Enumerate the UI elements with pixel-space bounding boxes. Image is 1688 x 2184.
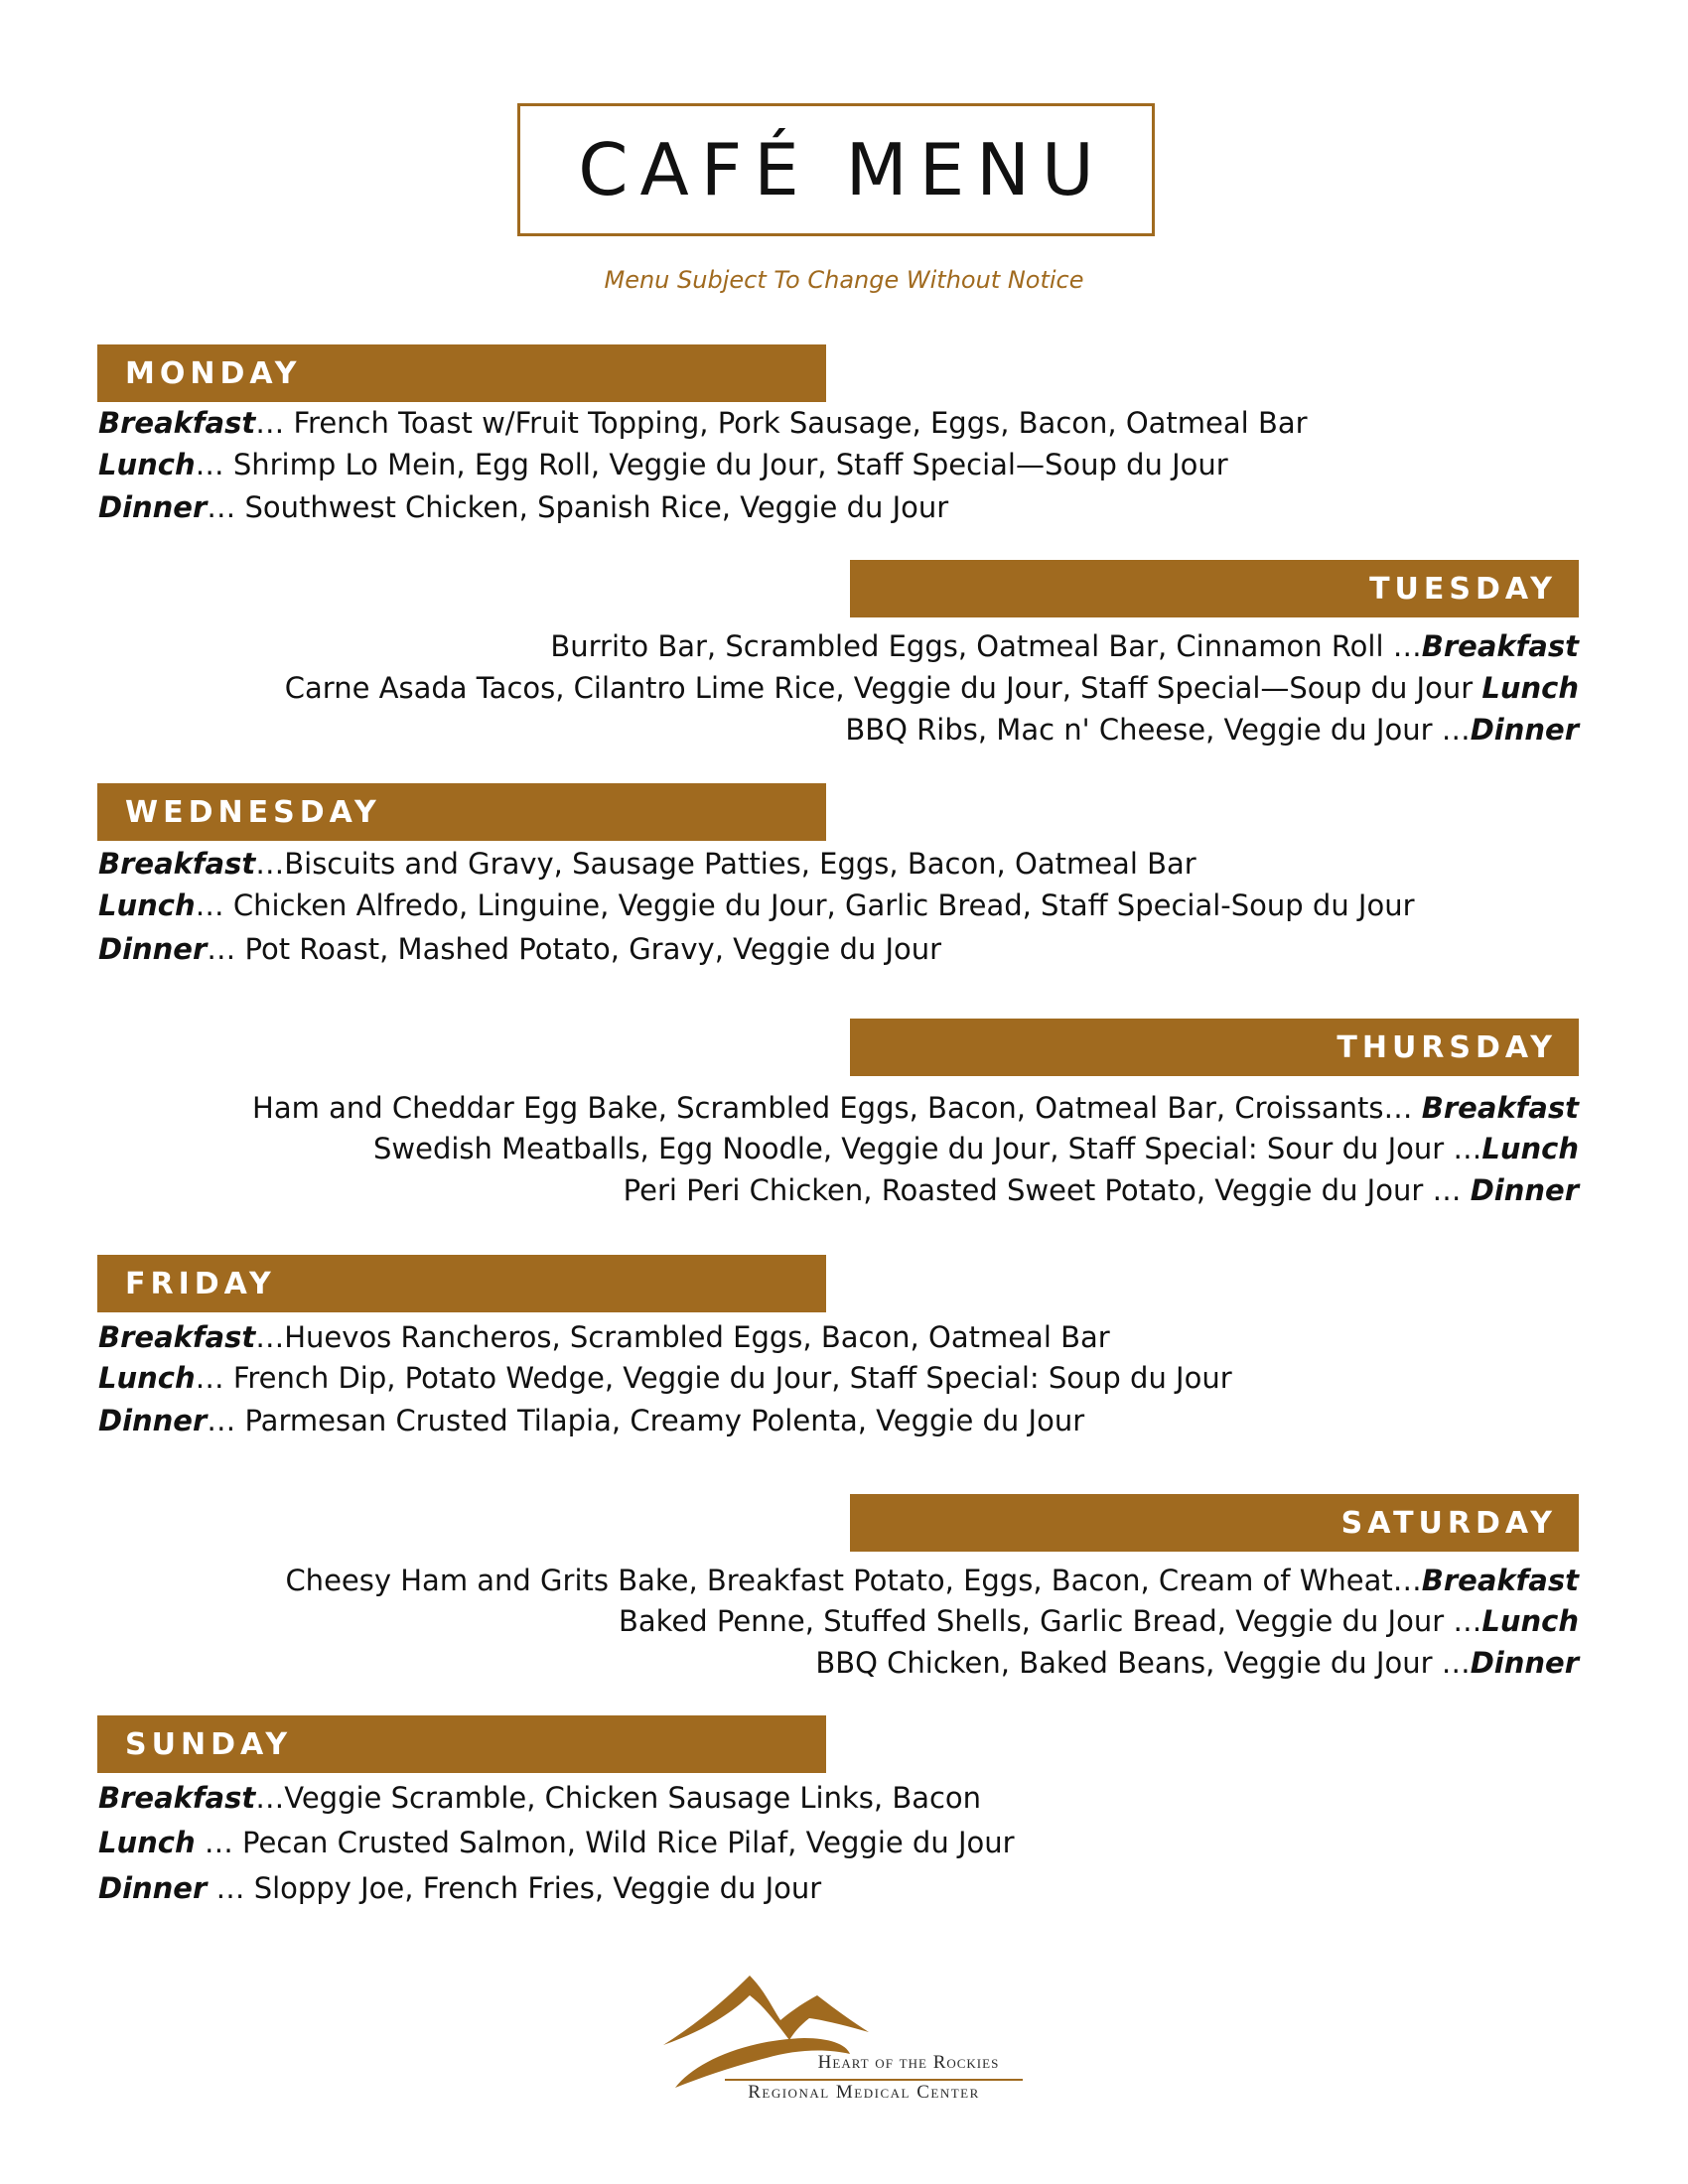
day-header-sunday: SUNDAY: [97, 1715, 826, 1773]
thursday-breakfast-line: [252, 1091, 1579, 1125]
meal-items: Swedish Meatballs, Egg Noodle, Veggie du Jour, Staff Special: Sour du Jour …: [373, 1132, 1482, 1165]
meal-items: …Huevos Rancheros, Scrambled Eggs, Bacon, Oatmeal Bar: [255, 1320, 1110, 1354]
meal-label-dinner: Dinner: [1470, 1646, 1579, 1680]
thursday-dinner-line: [624, 1173, 1579, 1207]
wednesday-breakfast-line: [98, 847, 1196, 881]
meal-items: Baked Penne, Stuffed Shells, Garlic Bread, Veggie du Jour …: [618, 1604, 1482, 1638]
meal-items: … Chicken Alfredo, Linguine, Veggie du Jour, Garlic Bread, Staff Special-Soup du Jour: [195, 888, 1415, 922]
logo-subtitle: Regional Medical Center: [748, 2082, 980, 2103]
meal-label-dinner: Dinner: [98, 1404, 208, 1437]
day-header-thursday: THURSDAY: [850, 1019, 1579, 1076]
meal-items: Ham and Cheddar Egg Bake, Scrambled Eggs, Bacon, Oatmeal Bar, Croissants…: [252, 1091, 1422, 1125]
logo-name: Heart of the Rockies: [817, 2052, 1000, 2073]
meal-label-lunch: Lunch: [1481, 1604, 1579, 1638]
meal-label-dinner: Dinner: [98, 932, 208, 966]
thursday-lunch-line: [373, 1132, 1579, 1165]
monday-dinner-line: [98, 490, 948, 524]
day-header-monday: MONDAY: [97, 344, 826, 402]
day-header-saturday: SATURDAY: [850, 1494, 1579, 1552]
meal-label-breakfast: Breakfast: [98, 1320, 256, 1354]
meal-label-dinner: Dinner: [98, 1871, 208, 1905]
tuesday-breakfast-line: [550, 629, 1579, 663]
meal-items: BBQ Chicken, Baked Beans, Veggie du Jour …: [815, 1646, 1471, 1680]
meal-label-dinner: Dinner: [1470, 1173, 1579, 1207]
meal-items: … French Toast w/Fruit Topping, Pork Sausage, Eggs, Bacon, Oatmeal Bar: [255, 406, 1308, 440]
meal-label-breakfast: Breakfast: [98, 406, 256, 440]
friday-breakfast-line: [98, 1320, 1110, 1354]
meal-label-lunch: Lunch: [98, 1826, 196, 1859]
meal-label-breakfast: Breakfast: [98, 847, 256, 881]
day-header-friday: FRIDAY: [97, 1255, 826, 1312]
meal-items: Carne Asada Tacos, Cilantro Lime Rice, Veggie du Jour, Staff Special—Soup du Jour: [284, 671, 1482, 705]
monday-breakfast-line: [98, 406, 1308, 440]
meal-items: … Shrimp Lo Mein, Egg Roll, Veggie du Jour, Staff Special—Soup du Jour: [195, 448, 1228, 481]
meal-items: Cheesy Ham and Grits Bake, Breakfast Potato, Eggs, Bacon, Cream of Wheat…: [285, 1564, 1422, 1597]
meal-items: … Pot Roast, Mashed Potato, Gravy, Veggie du Jour: [207, 932, 942, 966]
meal-label-dinner: Dinner: [1470, 713, 1579, 747]
meal-items: … Parmesan Crusted Tilapia, Creamy Polenta, Veggie du Jour: [207, 1404, 1085, 1437]
day-header-tuesday: TUESDAY: [850, 560, 1579, 617]
meal-label-lunch: Lunch: [1481, 1132, 1579, 1165]
meal-items: … Pecan Crusted Salmon, Wild Rice Pilaf, Veggie du Jour: [195, 1826, 1015, 1859]
saturday-lunch-line: [619, 1604, 1579, 1638]
saturday-dinner-line: [815, 1646, 1579, 1680]
friday-lunch-line: [98, 1361, 1232, 1395]
friday-dinner-line: [98, 1404, 1084, 1437]
meal-label-dinner: Dinner: [98, 490, 208, 524]
meal-label-lunch: Lunch: [98, 888, 196, 922]
meal-items: … Southwest Chicken, Spanish Rice, Veggie du Jour: [207, 490, 949, 524]
meal-items: Peri Peri Chicken, Roasted Sweet Potato, Veggie du Jour …: [623, 1173, 1471, 1207]
meal-label-breakfast: Breakfast: [1421, 1091, 1579, 1125]
logo-divider: [725, 2079, 1023, 2081]
sunday-lunch-line: [98, 1826, 1015, 1859]
sunday-dinner-line: [98, 1871, 821, 1905]
meal-items: …Biscuits and Gravy, Sausage Patties, Eggs, Bacon, Oatmeal Bar: [255, 847, 1196, 881]
tuesday-dinner-line: [845, 713, 1579, 747]
sunday-breakfast-line: [98, 1781, 981, 1815]
page-title: CAFÉ MENU: [578, 128, 1106, 211]
meal-label-breakfast: Breakfast: [1421, 629, 1579, 663]
wednesday-dinner-line: [98, 932, 941, 966]
meal-label-breakfast: Breakfast: [98, 1781, 256, 1815]
meal-label-breakfast: Breakfast: [1421, 1564, 1579, 1597]
wednesday-lunch-line: [98, 888, 1415, 922]
saturday-breakfast-line: [285, 1564, 1579, 1597]
monday-lunch-line: [98, 448, 1228, 481]
meal-items: Burrito Bar, Scrambled Eggs, Oatmeal Bar, Cinnamon Roll …: [550, 629, 1422, 663]
tuesday-lunch-line: [285, 671, 1579, 705]
menu-disclaimer: Menu Subject To Change Without Notice: [604, 266, 1084, 294]
meal-items: … French Dip, Potato Wedge, Veggie du Jour, Staff Special: Soup du Jour: [195, 1361, 1232, 1395]
meal-items: …Veggie Scramble, Chicken Sausage Links, Bacon: [255, 1781, 982, 1815]
day-header-wednesday: WEDNESDAY: [97, 783, 826, 841]
title-box: [517, 103, 1155, 236]
meal-items: BBQ Ribs, Mac n' Cheese, Veggie du Jour …: [845, 713, 1471, 747]
meal-items: … Sloppy Joe, French Fries, Veggie du Jour: [207, 1871, 822, 1905]
meal-label-lunch: Lunch: [98, 1361, 196, 1395]
meal-label-lunch: Lunch: [1481, 671, 1579, 705]
meal-label-lunch: Lunch: [98, 448, 196, 481]
